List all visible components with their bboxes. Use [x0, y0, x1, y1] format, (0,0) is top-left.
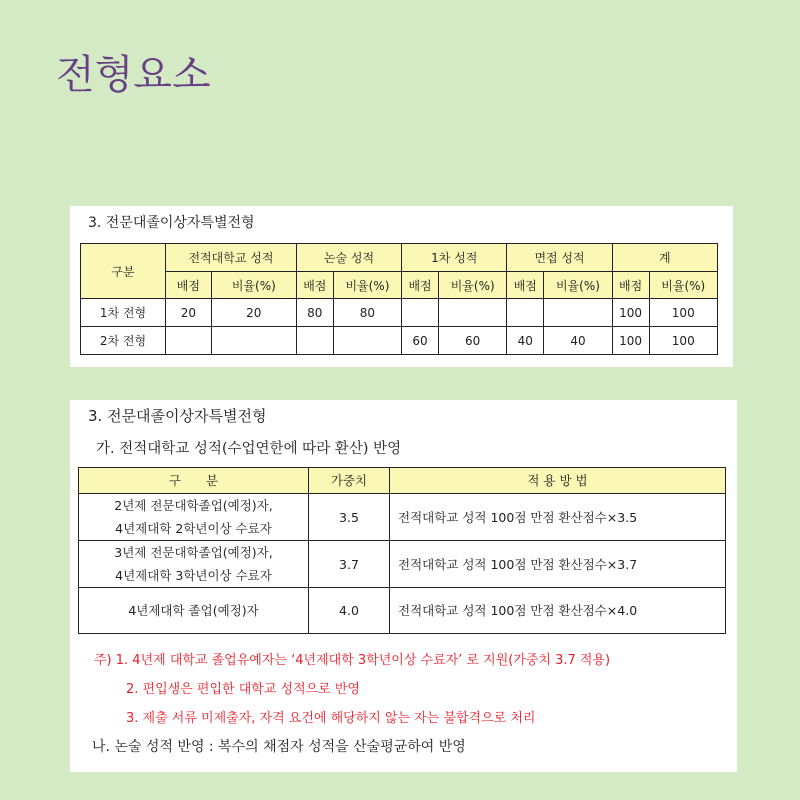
- note-1: 주) 1. 4년제 대학교 졸업유예자는 ‘4년제대학 3학년이상 수료자’ 로 지원(가중치 3.7 적용): [94, 653, 611, 668]
- table-cell: 20: [166, 299, 212, 327]
- category-line: 3년제 전문대학졸업(예정)자,: [114, 545, 273, 560]
- header-group: 면접 성적: [507, 244, 612, 272]
- table-cell: 60: [402, 327, 439, 355]
- table-cell: 80: [296, 299, 333, 327]
- essay-score-note: 나. 논술 성적 반영 : 복수의 채점자 성적을 산술평균하여 반영: [92, 739, 466, 755]
- table-cell: [166, 327, 212, 355]
- table-cell: 100: [649, 299, 718, 327]
- table-cell: [296, 327, 333, 355]
- table-cell: [438, 299, 506, 327]
- method-text: 전적대학교 성적 100점 만점 환산점수×3.5: [390, 494, 726, 541]
- weight-panel: [70, 400, 737, 772]
- header-group: 1차 성적: [402, 244, 507, 272]
- section-heading: 3. 전문대졸이상자특별전형: [88, 215, 255, 231]
- subheader-ratio: 비율(%): [649, 272, 718, 299]
- table-cell: 100: [649, 327, 718, 355]
- table-cell: 100: [612, 299, 649, 327]
- table-cell: [402, 299, 439, 327]
- weight-table: [78, 467, 726, 634]
- table-cell: [507, 299, 544, 327]
- subheader-score: 배점: [166, 272, 212, 299]
- weight-value: 4.0: [309, 588, 390, 634]
- subheader-score: 배점: [296, 272, 333, 299]
- page-title: 전형요소: [56, 52, 211, 98]
- category-line: 4년제대학 졸업(예정)자: [79, 588, 309, 634]
- header-category: 구 분: [79, 468, 309, 494]
- table-cell: 60: [438, 327, 506, 355]
- header-weight: 가중치: [309, 468, 390, 494]
- subheader-score: 배점: [402, 272, 439, 299]
- category-line: 4년제대학 2학년이상 수료자: [115, 521, 272, 536]
- score-ratio-panel: [70, 206, 733, 367]
- category-line: 2년제 전문대학졸업(예정)자,: [114, 498, 273, 513]
- subheader-ratio: 비율(%): [333, 272, 401, 299]
- subheader-score: 배점: [507, 272, 544, 299]
- section-heading: 3. 전문대졸이상자특별전형: [88, 407, 267, 425]
- table-cell: 40: [507, 327, 544, 355]
- score-ratio-table: [80, 243, 718, 355]
- table-cell: [211, 327, 296, 355]
- note-3: 3. 제출 서류 미제출자, 자격 요건에 해당하지 않는 자는 불합격으로 처리: [126, 711, 536, 726]
- table-cell: [544, 299, 612, 327]
- header-group: 전적대학교 성적: [166, 244, 297, 272]
- subheading: 가. 전적대학교 성적(수업연한에 따라 환산) 반영: [96, 441, 402, 457]
- header-group: 논술 성적: [296, 244, 401, 272]
- note-2: 2. 편입생은 편입한 대학교 성적으로 반영: [126, 682, 360, 697]
- category-line: 4년제대학 3학년이상 수료자: [115, 568, 272, 583]
- subheader-ratio: 비율(%): [438, 272, 506, 299]
- row-label: 1차 전형: [81, 299, 166, 327]
- header-category: 구분: [81, 244, 166, 299]
- table-cell: 40: [544, 327, 612, 355]
- table-cell: [333, 327, 401, 355]
- header-method: 적 용 방 법: [390, 468, 726, 494]
- table-row: [79, 588, 726, 634]
- weight-value: 3.7: [309, 541, 390, 588]
- table-cell: 80: [333, 299, 401, 327]
- method-text: 전적대학교 성적 100점 만점 환산점수×3.7: [390, 541, 726, 588]
- table-cell: 100: [612, 327, 649, 355]
- subheader-ratio: 비율(%): [544, 272, 612, 299]
- table-row: [81, 299, 718, 327]
- method-text: 전적대학교 성적 100점 만점 환산점수×4.0: [390, 588, 726, 634]
- table-row: [79, 494, 726, 541]
- subheader-score: 배점: [612, 272, 649, 299]
- weight-value: 3.5: [309, 494, 390, 541]
- table-row: [79, 541, 726, 588]
- table-row: [81, 327, 718, 355]
- header-group: 계: [612, 244, 717, 272]
- subheader-ratio: 비율(%): [211, 272, 296, 299]
- table-cell: 20: [211, 299, 296, 327]
- row-label: 2차 전형: [81, 327, 166, 355]
